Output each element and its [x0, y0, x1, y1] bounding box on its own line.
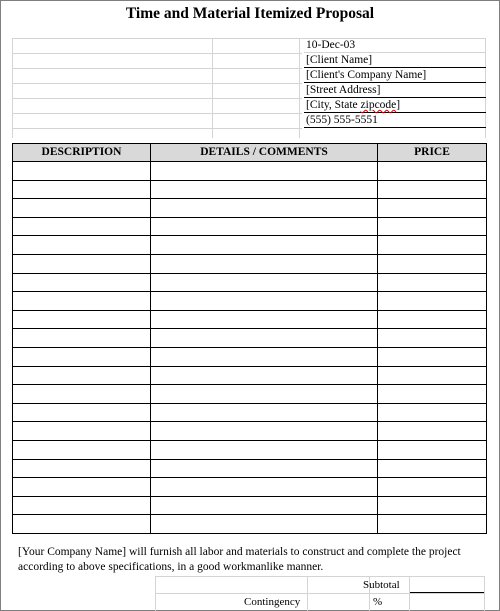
price-cell[interactable] [378, 515, 487, 534]
description-cell[interactable] [13, 329, 151, 348]
zipcode-text: zipcode [360, 99, 397, 111]
details-cell[interactable] [151, 403, 378, 422]
description-cell[interactable] [13, 273, 151, 292]
details-cell[interactable] [151, 199, 378, 218]
table-row [13, 199, 487, 218]
table-row [13, 254, 487, 273]
subtotal-value[interactable] [410, 577, 484, 593]
table-row [13, 162, 487, 181]
description-cell[interactable] [13, 478, 151, 497]
table-row [13, 217, 487, 236]
price-cell[interactable] [378, 478, 487, 497]
company-statement: [Your Company Name] will furnish all labor and materials to construct and complete the project according to above specifications, in a good workmanlike manner. [18, 546, 461, 573]
details-cell[interactable] [151, 385, 378, 404]
date-field[interactable]: 10-Dec-03 [304, 38, 486, 53]
price-cell[interactable] [378, 236, 487, 255]
description-cell[interactable] [13, 385, 151, 404]
price-cell[interactable] [378, 217, 487, 236]
description-cell[interactable] [13, 162, 151, 181]
table-row [13, 292, 487, 311]
city-state-suffix: ] [396, 99, 401, 111]
header-info-grid [12, 38, 486, 138]
description-cell[interactable] [13, 180, 151, 199]
table-row [13, 459, 487, 478]
details-cell[interactable] [151, 310, 378, 329]
city-state-prefix: [City, State [306, 99, 361, 111]
description-cell[interactable] [13, 496, 151, 515]
details-cell[interactable] [151, 180, 378, 199]
table-row [13, 310, 487, 329]
price-cell[interactable] [378, 273, 487, 292]
description-cell[interactable] [13, 515, 151, 534]
page-title: Time and Material Itemized Proposal [125, 5, 375, 22]
client-company-field[interactable]: [Client's Company Name] [304, 68, 486, 83]
price-cell[interactable] [378, 440, 487, 459]
table-row [13, 273, 487, 292]
description-cell[interactable] [13, 366, 151, 385]
table-row [13, 440, 487, 459]
description-cell[interactable] [13, 217, 151, 236]
table-row [13, 515, 487, 534]
description-cell[interactable] [13, 292, 151, 311]
details-cell[interactable] [151, 236, 378, 255]
summary-section [155, 576, 485, 611]
contingency-label: Contingency [244, 596, 301, 608]
client-name-field[interactable]: [Client Name] [304, 53, 486, 68]
price-cell[interactable] [378, 254, 487, 273]
details-cell[interactable] [151, 273, 378, 292]
description-cell[interactable] [13, 403, 151, 422]
table-row [13, 236, 487, 255]
table-row [13, 366, 487, 385]
description-cell[interactable] [13, 310, 151, 329]
price-cell[interactable] [378, 310, 487, 329]
details-cell[interactable] [151, 440, 378, 459]
details-cell[interactable] [151, 515, 378, 534]
city-state-field[interactable] [304, 98, 486, 113]
street-address-field[interactable]: [Street Address] [304, 83, 486, 98]
price-cell[interactable] [378, 292, 487, 311]
description-cell[interactable] [13, 459, 151, 478]
table-row [13, 180, 487, 199]
price-cell[interactable] [378, 199, 487, 218]
details-cell[interactable] [151, 366, 378, 385]
table-row [13, 347, 487, 366]
details-column-header: DETAILS / COMMENTS [151, 144, 378, 162]
table-header-row [13, 144, 487, 162]
percent-symbol: % [373, 596, 383, 608]
details-cell[interactable] [151, 254, 378, 273]
phone-field[interactable]: (555) 555-5551 [304, 113, 486, 128]
description-column-header: DESCRIPTION [13, 144, 151, 162]
description-cell[interactable] [13, 347, 151, 366]
description-cell[interactable] [13, 236, 151, 255]
table-row [13, 422, 487, 441]
description-cell[interactable] [13, 422, 151, 441]
details-cell[interactable] [151, 217, 378, 236]
details-cell[interactable] [151, 422, 378, 441]
price-cell[interactable] [378, 496, 487, 515]
price-cell[interactable] [378, 422, 487, 441]
price-cell[interactable] [378, 347, 487, 366]
details-cell[interactable] [151, 292, 378, 311]
details-cell[interactable] [151, 162, 378, 181]
details-cell[interactable] [151, 329, 378, 348]
details-cell[interactable] [151, 459, 378, 478]
description-cell[interactable] [13, 440, 151, 459]
description-cell[interactable] [13, 254, 151, 273]
price-cell[interactable] [378, 329, 487, 348]
price-cell[interactable] [378, 385, 487, 404]
subtotal-label: Subtotal [363, 579, 400, 591]
table-row [13, 403, 487, 422]
price-cell[interactable] [378, 180, 487, 199]
table-row [13, 478, 487, 497]
itemized-table [12, 143, 487, 534]
table-row [13, 385, 487, 404]
table-row [13, 329, 487, 348]
price-column-header: PRICE [378, 144, 487, 162]
details-cell[interactable] [151, 347, 378, 366]
price-cell[interactable] [378, 459, 487, 478]
details-cell[interactable] [151, 478, 378, 497]
price-cell[interactable] [378, 366, 487, 385]
description-cell[interactable] [13, 199, 151, 218]
price-cell[interactable] [378, 162, 487, 181]
details-cell[interactable] [151, 496, 378, 515]
table-row [13, 496, 487, 515]
price-cell[interactable] [378, 403, 487, 422]
